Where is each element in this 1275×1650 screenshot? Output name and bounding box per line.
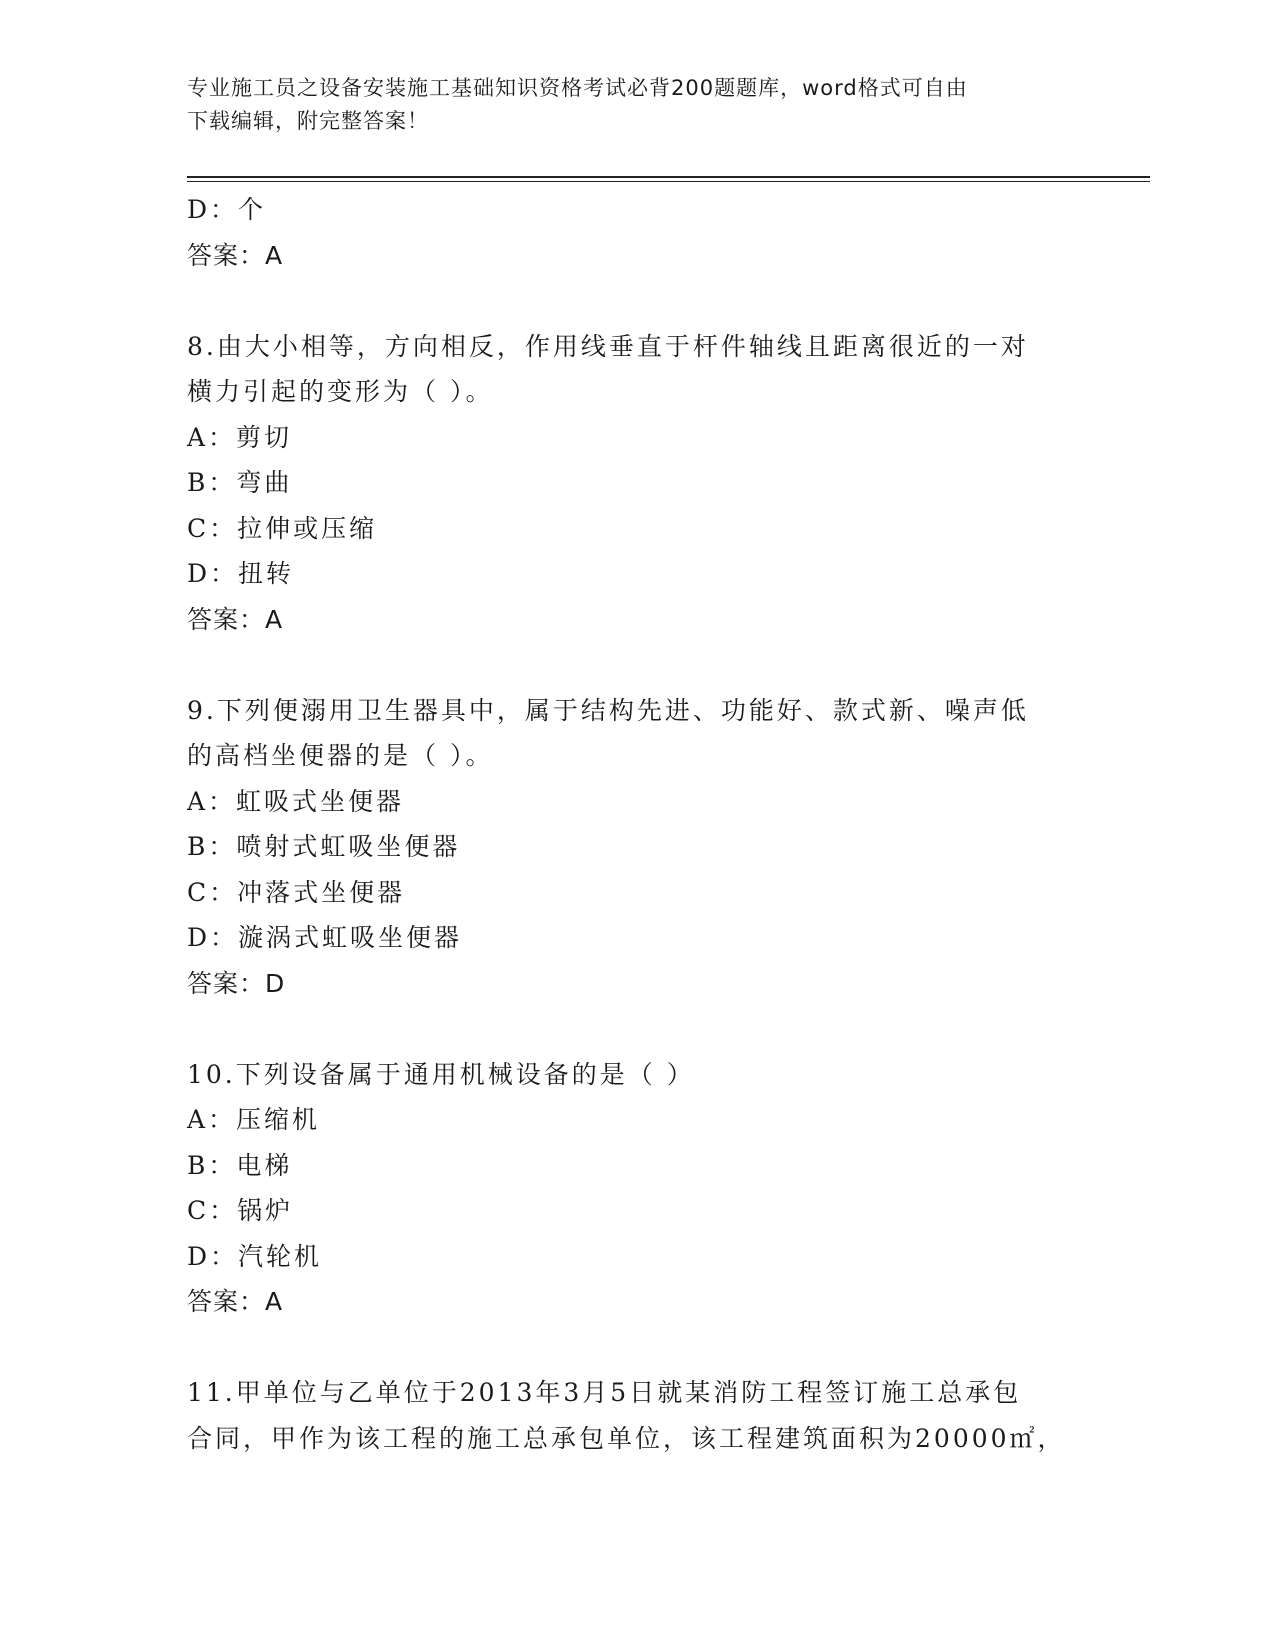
question-stem: 的高档坐便器的是（ ）。 — [187, 741, 494, 770]
document-header — [187, 72, 1087, 138]
header-divider-thick — [187, 176, 1150, 178]
option-a: A：剪切 — [187, 422, 293, 452]
header-line-2: 下载编辑，附完整答案！ — [187, 109, 429, 133]
answer-line: 答案：A — [187, 240, 284, 270]
answer-line: 答案：A — [187, 604, 284, 634]
spacer — [187, 1006, 1087, 1052]
option-b: B：喷射式虹吸坐便器 — [187, 832, 461, 861]
answer-line: 答案：D — [187, 968, 286, 998]
option-b: B：电梯 — [187, 1150, 293, 1180]
question-stem: 8.由大小相等，方向相反，作用线垂直于杆件轴线且距离很近的一对 — [187, 331, 1029, 361]
question-stem: 9.下列便溺用卫生器具中，属于结构先进、功能好、款式新、噪声低 — [187, 695, 1029, 725]
option-c: C：冲落式坐便器 — [187, 877, 406, 907]
question-stem: 合同，甲作为该工程的施工总承包单位，该工程建筑面积为20000㎡， — [187, 1423, 1066, 1453]
option-b: B：弯曲 — [187, 468, 293, 497]
option-d: D：汽轮机 — [187, 1241, 323, 1271]
spacer — [187, 1325, 1087, 1371]
question-stem: 横力引起的变形为（ ）。 — [187, 377, 494, 406]
option-d: D：扭转 — [187, 559, 295, 588]
spacer — [187, 642, 1087, 688]
question-10 — [187, 1052, 1087, 1325]
header-line-1: 专业施工员之设备安装施工基础知识资格考试必背200题题库，word格式可自由 — [187, 76, 968, 100]
option-d: D：漩涡式虹吸坐便器 — [187, 923, 463, 952]
question-fragment — [187, 187, 1087, 278]
option-d: D：个 — [187, 195, 267, 224]
question-stem: 10.下列设备属于通用机械设备的是（ ） — [187, 1059, 695, 1089]
option-a: A：虹吸式坐便器 — [187, 786, 405, 816]
option-c: C：锅炉 — [187, 1196, 294, 1225]
header-divider-thin — [187, 181, 1150, 182]
question-11 — [187, 1370, 1087, 1461]
option-a: A：压缩机 — [187, 1105, 321, 1134]
option-c: C：拉伸或压缩 — [187, 513, 378, 543]
answer-line: 答案：A — [187, 1287, 284, 1316]
question-9 — [187, 688, 1087, 1007]
question-list — [187, 187, 1087, 1461]
question-stem: 11.甲单位与乙单位于2013年3月5日就某消防工程签订施工总承包 — [187, 1378, 1022, 1407]
spacer — [187, 278, 1087, 324]
question-8 — [187, 324, 1087, 643]
